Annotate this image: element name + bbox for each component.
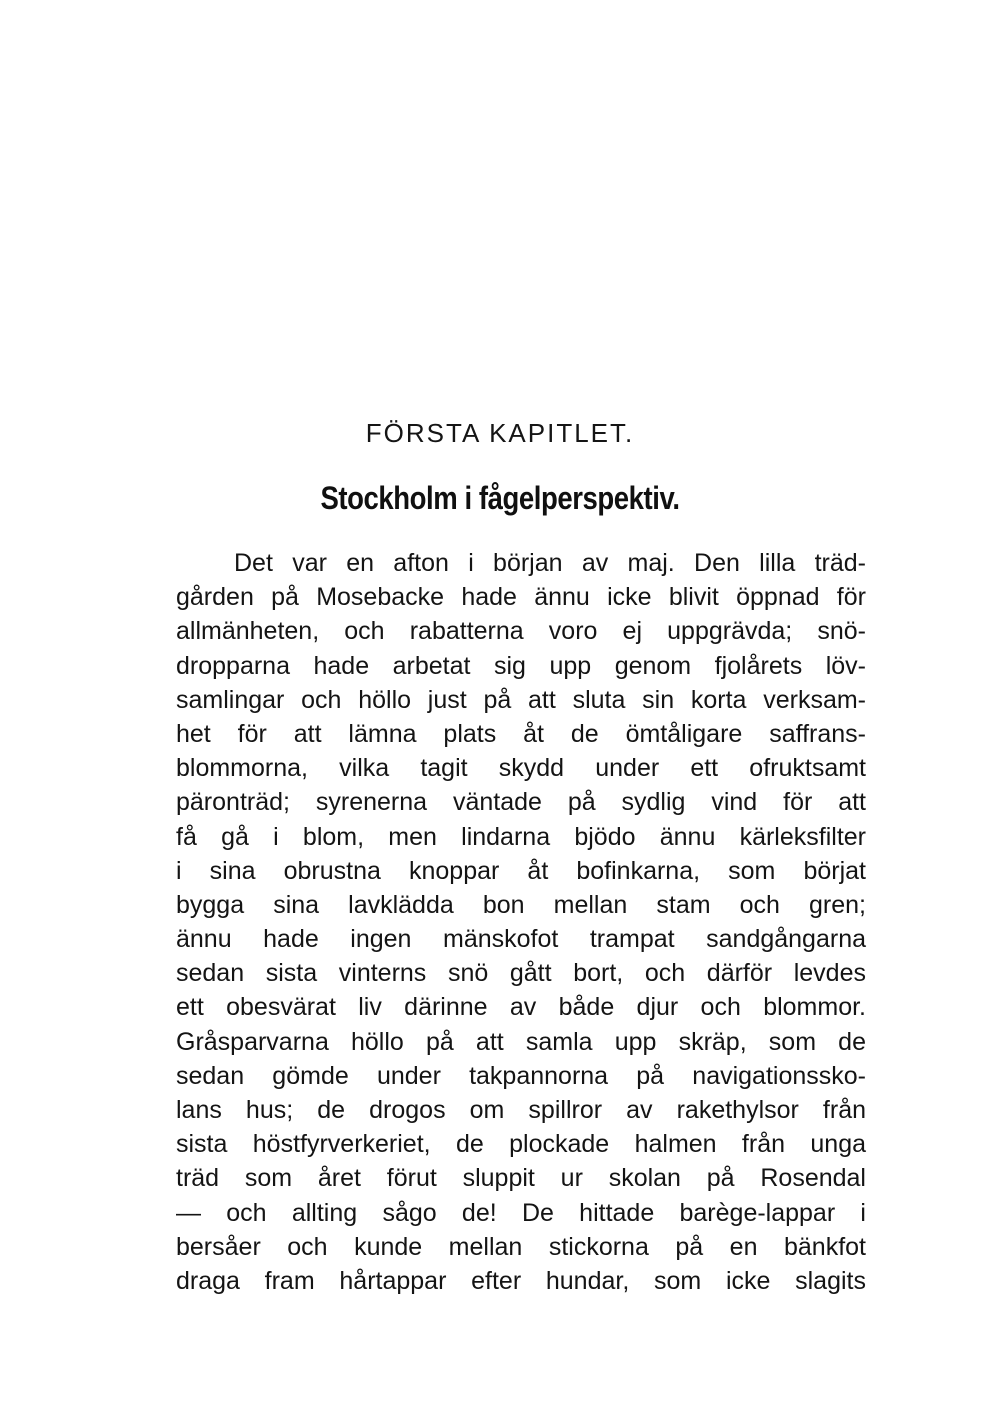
text-line: lans hus; de drogos om spillror av rakethylsor från [176, 1096, 866, 1124]
text-line: samlingar och höllo just på att sluta sin korta verksam- [176, 685, 866, 714]
text-line: sista höstfyrverkeriet, de plockade halmen från unga [176, 1130, 866, 1159]
text-line: Gråsparvarna höllo på att samla upp skräp, som de [176, 1027, 866, 1056]
text-line: päronträd; syrenerna väntade på sydlig vind för att [176, 788, 866, 817]
text-line: träd som året förut sluppit ur skolan på Rosendal [176, 1164, 866, 1193]
text-line: sedan gömde under takpannorna på navigationssko- [176, 1061, 866, 1090]
text-line: het för att lämna plats åt de ömtåligare saffrans- [176, 719, 866, 748]
text-line: gården på Mosebacke hade ännu icke blivit öppnad för [176, 583, 866, 612]
text-line: Det var en afton i början av maj. Den lilla träd- [234, 549, 866, 577]
text-line: ännu hade ingen mänskofot trampat sandgångarna [176, 925, 866, 954]
chapter-heading: FÖRSTA KAPITLET. [365, 418, 635, 448]
text-line: bygga sina lavklädda bon mellan stam och gren; [176, 890, 866, 919]
text-line: dropparna hade arbetat sig upp genom fjolårets löv- [176, 651, 866, 680]
text-line: få gå i blom, men lindarna bjödo ännu kärleksfilter [176, 822, 866, 851]
text-line: draga fram hårtappar efter hundar, som icke slagits [176, 1266, 866, 1295]
text-line: sedan sista vinterns snö gått bort, och därför levdes [176, 959, 866, 988]
text-line: — och allting sågo de! De hittade barège-lappar i [176, 1198, 866, 1227]
text-line: i sina obrustna knoppar åt bofinkarna, som börjat [176, 856, 866, 885]
chapter-title: Stockholm i fågelperspektiv. [320, 480, 680, 516]
body-text [176, 546, 866, 1298]
text-line: allmänheten, och rabatterna voro ej uppgrävda; snö- [176, 617, 866, 646]
text-line: bersåer och kunde mellan stickorna på en bänkfot [176, 1232, 866, 1261]
text-line: blommorna, vilka tagit skydd under ett ofruktsamt [176, 754, 866, 783]
text-line: ett obesvärat liv därinne av både djur och blommor. [176, 993, 866, 1022]
